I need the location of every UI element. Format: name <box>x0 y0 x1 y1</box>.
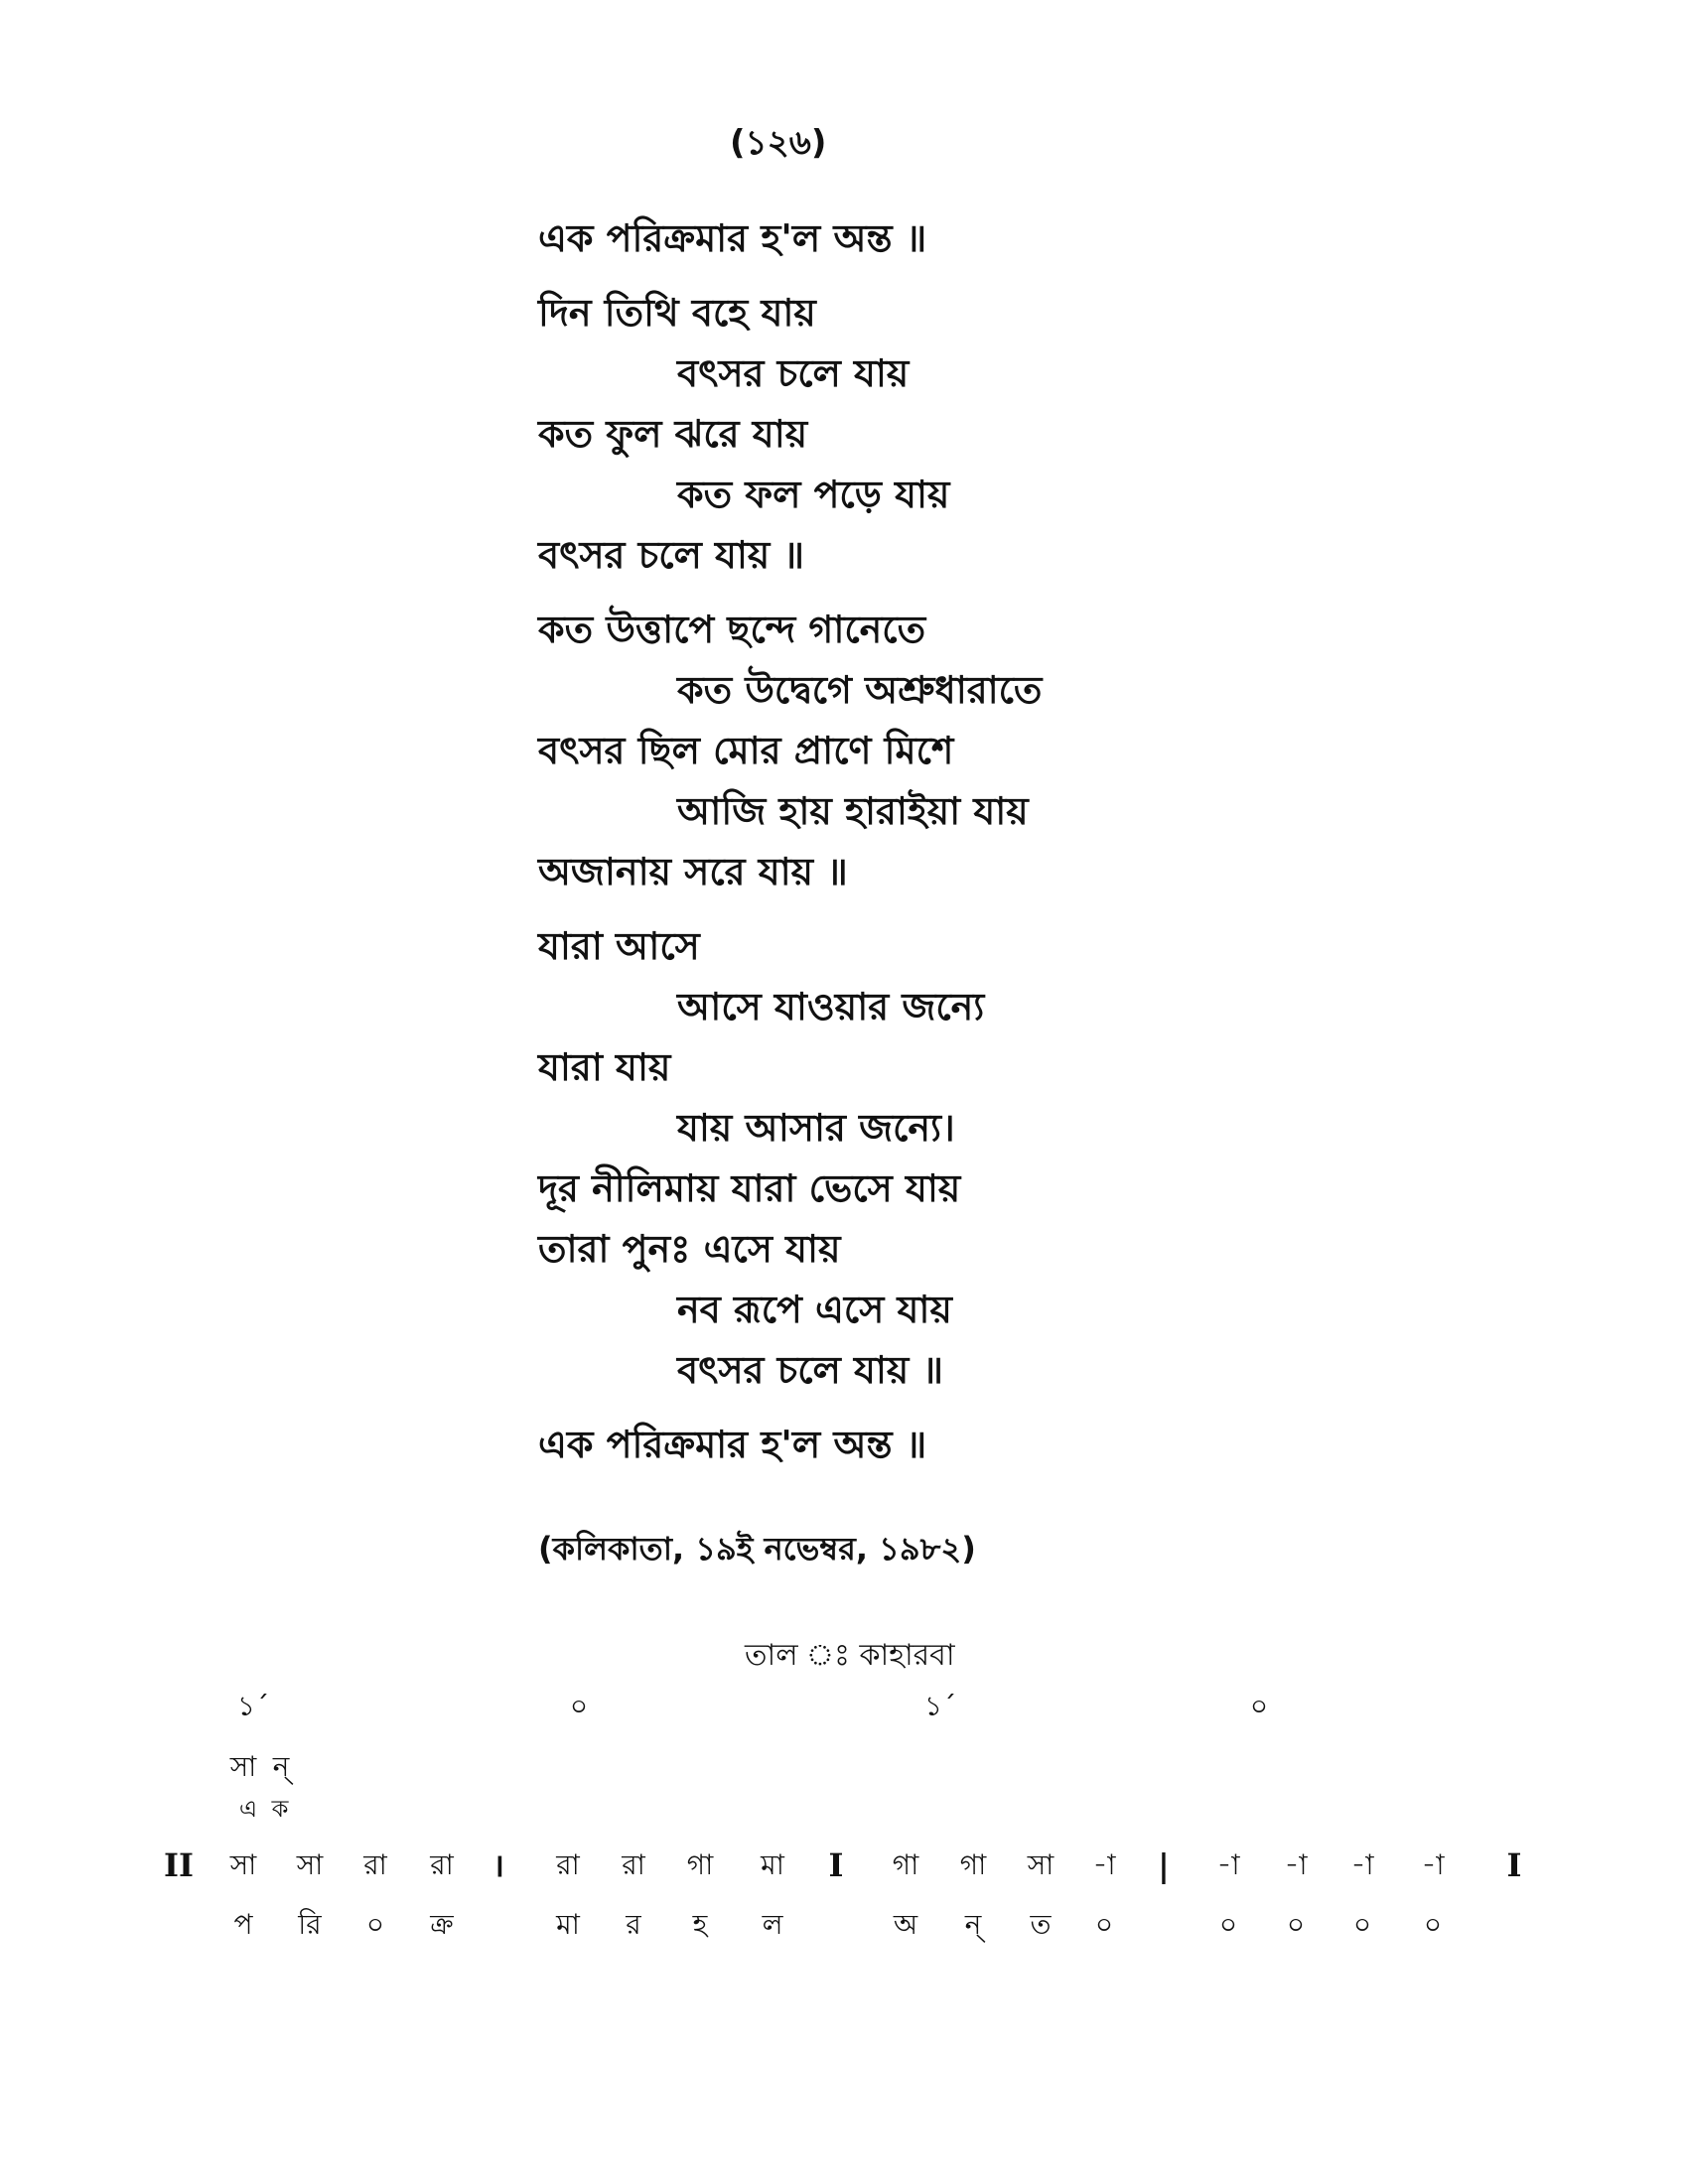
poem-line: তারা পুনঃ এসে যায় <box>538 1227 841 1271</box>
poem-line: কত উত্তাপে ছন্দে গানেতে <box>538 608 926 651</box>
note: মা <box>761 1848 784 1881</box>
lyric-syllable: ন্‌ <box>964 1908 982 1941</box>
pickup-lyric: এ <box>238 1795 258 1823</box>
poem-line: দূর নীলিমায় যারা ভেসে যায় <box>538 1166 961 1210</box>
poem-line: যারা আসে <box>538 924 700 968</box>
poem <box>538 208 1531 1475</box>
note: সা <box>296 1848 324 1881</box>
lyric-syllable: ০ <box>365 1908 385 1941</box>
poem-line: কত উদ্বেগে অশ্রুধারাতে <box>677 668 1043 712</box>
lyric-syllable: ০ <box>1094 1908 1114 1941</box>
note: রা <box>556 1848 580 1881</box>
note: গা <box>959 1848 987 1881</box>
poem-line: বৎসর চলে যায় <box>677 351 910 395</box>
poem-line: যায় আসার জন্যে। <box>677 1106 955 1150</box>
poem-line: নব রূপে এসে যায় <box>677 1288 952 1331</box>
stanza-gap <box>538 586 1531 600</box>
poem-line: দিন তিথি বহে যায় <box>538 291 816 335</box>
beat-mark: ০ <box>1249 1690 1269 1722</box>
note: রা <box>430 1848 454 1881</box>
note: -া <box>1284 1848 1308 1881</box>
lyric-syllable: ০ <box>1352 1908 1372 1941</box>
note: সা <box>229 1848 257 1881</box>
note: -া <box>1421 1848 1445 1881</box>
poem-line: কত ফুল ঝরে যায় <box>538 412 808 456</box>
lyric-syllable: মা <box>556 1908 580 1941</box>
stanza-gap <box>538 902 1531 916</box>
poem-line: আসে যাওয়ার জন্যে <box>677 985 985 1028</box>
note: -া <box>1350 1848 1374 1881</box>
poem-line: এক পরিক্রমার হ'ল অন্ত ॥ <box>538 216 927 260</box>
stanza-gap <box>538 269 1531 283</box>
poem-line: বৎসর ছিল মোর প্রাণে মিশে <box>538 729 954 772</box>
lyric-syllable: ০ <box>1286 1908 1306 1941</box>
lyric-syllable: হ <box>692 1908 708 1941</box>
lyric-syllable: অ <box>893 1908 918 1941</box>
note: -া <box>1092 1848 1116 1881</box>
stanza-gap <box>538 1401 1531 1415</box>
pickup-note: ন্‌ <box>272 1750 290 1783</box>
tala-title: তাল ঃ কাহারবা <box>745 1638 955 1673</box>
lyric-syllable: ০ <box>1423 1908 1443 1941</box>
beat-mark: ১´ <box>923 1690 957 1722</box>
note: গা <box>686 1848 714 1881</box>
bar-start: II <box>164 1846 194 1884</box>
page-number: (১২৬) <box>730 123 827 163</box>
poem-line: অজানায় সরে যায় ॥ <box>538 850 848 893</box>
poem-line: কত ফল পড়ে যায় <box>677 473 950 516</box>
note: গা <box>892 1848 919 1881</box>
lyric-syllable: র <box>626 1908 641 1941</box>
lyric-syllable: ০ <box>1218 1908 1238 1941</box>
poem-line: বৎসর চলে যায় ॥ <box>677 1348 944 1392</box>
bar-line: I <box>1506 1846 1522 1884</box>
beat-mark: ০ <box>569 1690 589 1722</box>
note: সা <box>1027 1848 1055 1881</box>
poem-line: বৎসর চলে যায় ॥ <box>538 533 805 577</box>
lyric-syllable: প <box>233 1908 253 1941</box>
note: রা <box>363 1848 387 1881</box>
poem-line: এক পরিক্রমার হ'ল অন্ত ॥ <box>538 1423 927 1466</box>
bar-line: I <box>828 1846 844 1884</box>
poem-line: আজি হায় হারাইয়া যায় <box>677 789 1029 833</box>
beat-mark: ১´ <box>236 1690 270 1722</box>
lyric-syllable: ল <box>762 1908 783 1941</box>
lyric-syllable: ক্র <box>430 1908 454 1941</box>
bar-line: । <box>492 1846 505 1884</box>
note: -া <box>1216 1848 1240 1881</box>
colophon: (কলিকাতা, ১৯ই নভেম্বর, ১৯৮২) <box>538 1530 976 1568</box>
lyric-syllable: রি <box>298 1908 322 1941</box>
bar-line: | <box>1158 1846 1170 1884</box>
pickup-lyric: ক <box>271 1795 289 1823</box>
lyric-syllable: ত <box>1030 1908 1052 1941</box>
note: রা <box>622 1848 645 1881</box>
poem-line: যারা যায় <box>538 1045 671 1089</box>
pickup-note: সা <box>229 1750 257 1783</box>
